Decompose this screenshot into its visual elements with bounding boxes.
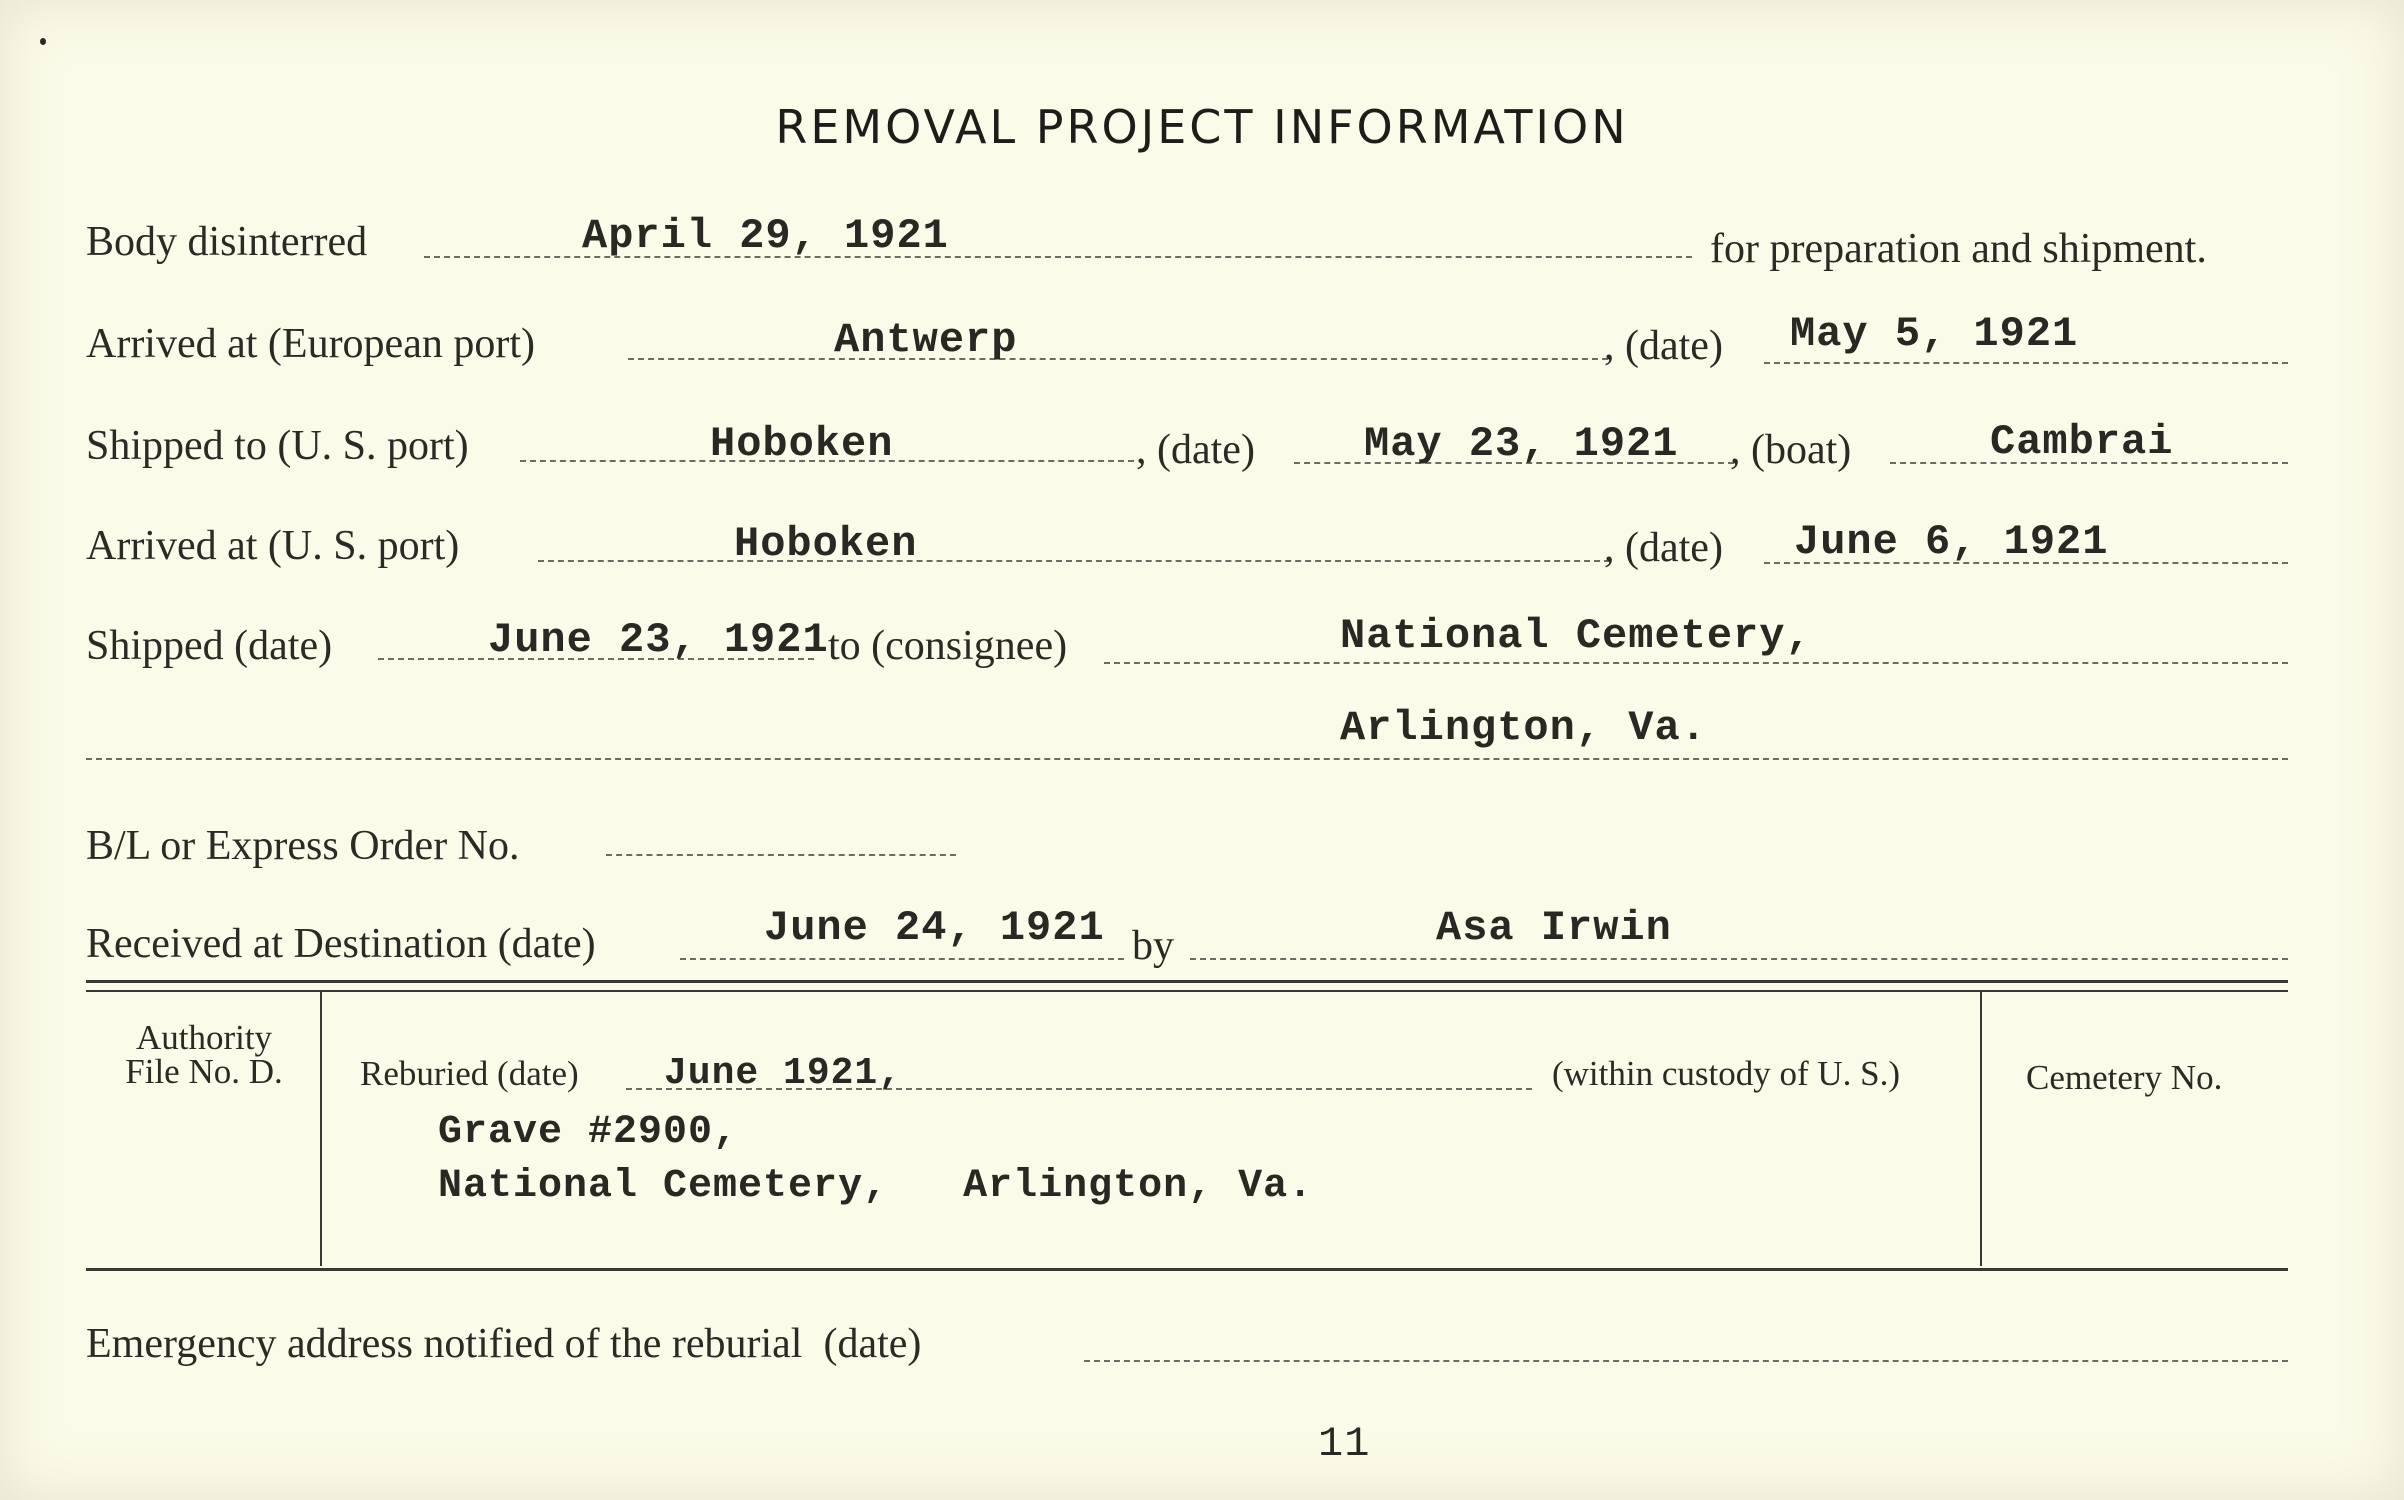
arrived-eu-value: Antwerp <box>834 316 1018 364</box>
authority-label-2: File No. D. <box>125 1052 283 1091</box>
box-bottom-rule <box>86 1268 2288 1271</box>
arrived-eu-date-label: , (date) <box>1604 323 1723 369</box>
emergency-line <box>1084 1360 2288 1362</box>
arrived-eu-label: Arrived at (European port) <box>86 321 535 367</box>
page-title: REMOVAL PROJECT INFORMATION <box>775 100 1629 154</box>
received-label: Received at Destination (date) <box>86 921 596 967</box>
consignee-continuation-line <box>86 758 2288 760</box>
disinterred-label: Body disinterred <box>86 219 368 265</box>
reburied-label: Reburied (date) <box>360 1054 579 1093</box>
arrived-us-label: Arrived at (U. S. port) <box>86 523 460 569</box>
page-number: 11 <box>1318 1420 1371 1468</box>
received-value: June 24, 1921 <box>764 904 1105 952</box>
cemetery-no-label: Cemetery No. <box>2026 1058 2223 1097</box>
consignee-line-2: Arlington, Va. <box>1340 704 1707 752</box>
bl-line <box>606 854 956 856</box>
reburial-cemetery-line: National Cemetery, Arlington, Va. <box>438 1164 1314 1209</box>
consignee-line <box>1104 662 2288 664</box>
box-top-rule <box>86 980 2288 983</box>
received-by-line <box>1190 958 2288 960</box>
arrived-eu-date-line <box>1764 362 2288 364</box>
shipped-date-value: June 23, 1921 <box>488 616 829 664</box>
custody-label: (within custody of U. S.) <box>1552 1054 1901 1093</box>
shipped-us-boat: Cambrai <box>1990 418 2174 466</box>
shipped-date-label: Shipped (date) <box>86 623 333 669</box>
emergency-label: Emergency address notified of the reburial (date) <box>86 1321 922 1367</box>
box-top-rule-2 <box>86 990 2288 992</box>
reburied-value: June 1921, <box>664 1052 903 1095</box>
shipped-us-value: Hoboken <box>710 420 894 468</box>
arrived-eu-date: May 5, 1921 <box>1790 310 2079 358</box>
shipped-us-date: May 23, 1921 <box>1364 420 1679 468</box>
received-line <box>680 958 1124 960</box>
shipped-us-date-label: , (date) <box>1136 427 1255 473</box>
ink-speck <box>40 38 46 45</box>
received-by-label: by <box>1132 923 1174 969</box>
disinterred-value: April 29, 1921 <box>582 212 949 260</box>
arrived-us-date: June 6, 1921 <box>1794 518 2109 566</box>
arrived-eu-line <box>628 358 1608 360</box>
consignee-label: to (consignee) <box>828 623 1068 669</box>
shipped-us-boat-label: , (boat) <box>1730 427 1852 473</box>
disinterred-suffix: for preparation and shipment. <box>1710 226 2207 272</box>
arrived-us-line <box>538 560 1610 562</box>
box-divider-left <box>320 992 322 1266</box>
box-divider-right <box>1980 992 1982 1266</box>
received-by: Asa Irwin <box>1436 904 1672 952</box>
consignee-line-1: National Cemetery, <box>1340 612 1812 660</box>
authority-label-1: Authority <box>135 1018 273 1057</box>
shipped-us-label: Shipped to (U. S. port) <box>86 423 469 469</box>
arrived-us-date-label: , (date) <box>1604 525 1723 571</box>
grave-line: Grave #2900, <box>438 1110 739 1155</box>
bl-label: B/L or Express Order No. <box>86 823 520 869</box>
arrived-us-value: Hoboken <box>734 520 918 568</box>
